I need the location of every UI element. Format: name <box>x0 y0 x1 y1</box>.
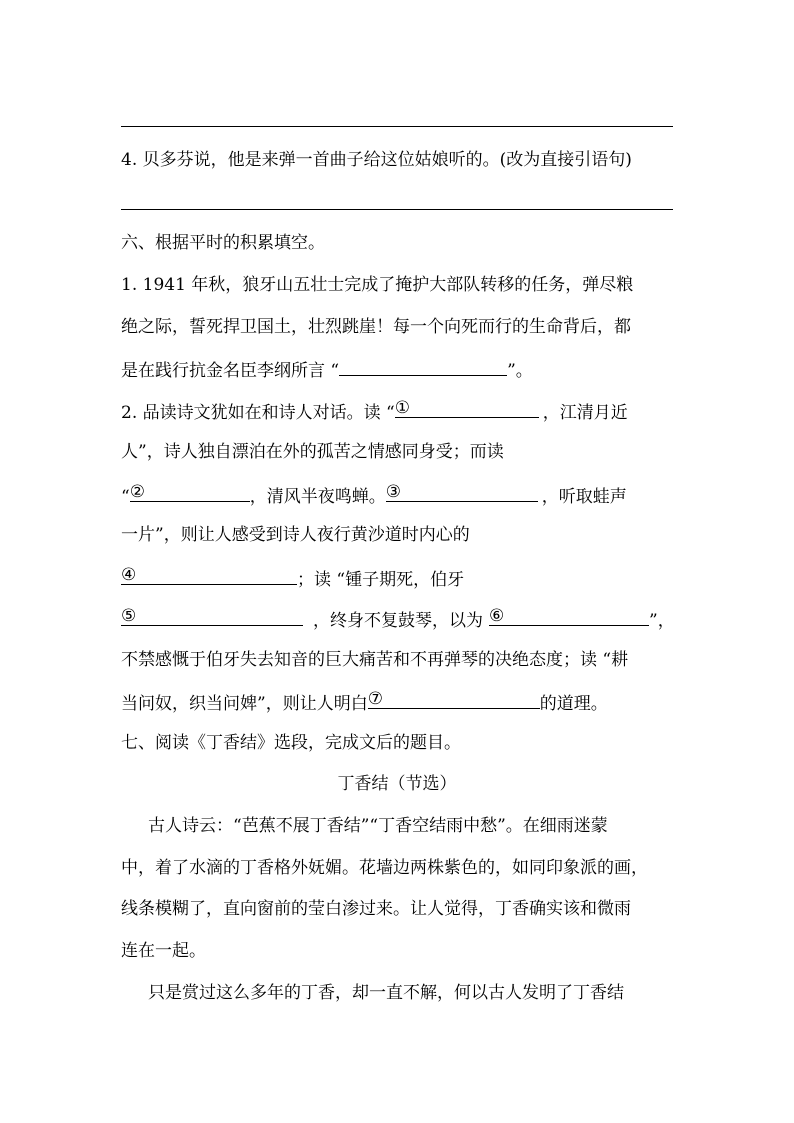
section-7-heading: 七、阅读《丁香结》选段，完成文后的题目。 <box>121 733 461 753</box>
fill-blank-2[interactable] <box>130 483 250 502</box>
s6-item1-line1: 1. 1941 年秋，狼牙山五壮士完成了掩护大部队转移的任务，弹尽粮 <box>121 275 634 295</box>
s6-item2-line2: 人”，诗人独自漂泊在外的孤苦之情感同身受；而读 <box>121 442 504 462</box>
s6-item2-line3-open: “ <box>121 487 130 507</box>
passage-p1-line2: 中，着了水滴的丁香格外妩媚。花墙边两株紫色的，如同印象派的画， <box>121 858 648 878</box>
fill-blank-7[interactable] <box>368 690 540 709</box>
question-4: 4. 贝多芬说，他是来弹一首曲子给这位姑娘听的。(改为直接引语句) <box>121 150 632 170</box>
blank-1-number: ① <box>394 398 410 418</box>
s6-item1-line3-before: 是在践行抗金名臣李纲所言 “ <box>121 361 340 381</box>
s6-item2-line5 <box>121 566 464 591</box>
fill-blank-4[interactable] <box>121 566 297 585</box>
fill-blank-1[interactable] <box>395 399 539 418</box>
s6-item2-line8-before: 当问奴，织当问婢”，则让人明白 <box>121 694 368 714</box>
fill-blank-6[interactable] <box>489 607 649 626</box>
blank-6-number: ⑥ <box>489 606 505 626</box>
s6-item2-line7: 不禁感慨于伯牙失去知音的巨大痛苦和不再弹琴的决绝态度；读 “耕 <box>121 650 629 670</box>
blank-5-number: ⑤ <box>121 606 137 626</box>
passage-p2-line1: 只是赏过这么多年的丁香，却一直不解，何以古人发明了丁香结 <box>148 983 624 1003</box>
s6-item1-line2: 绝之际，誓死捍卫国土，壮烈跳崖！每一个向死而行的生命背后，都 <box>121 317 631 337</box>
s6-item1-line3-after: ”。 <box>507 361 533 381</box>
passage-p1-line4: 连在一起。 <box>121 941 206 961</box>
s6-item1-line3 <box>121 357 533 382</box>
s6-item2-line8-after: 的道理。 <box>539 694 608 714</box>
s6-item2-line8 <box>121 690 608 715</box>
blank-2-number: ② <box>129 482 145 502</box>
passage-p1-line1: 古人诗云：“芭蕉不展丁香结”“丁香空结雨中愁”。在细雨迷蒙 <box>148 816 608 836</box>
s6-item2-line4: 一片”，则让人感受到诗人夜行黄沙道时内心的 <box>121 525 470 545</box>
s6-item2-line3 <box>121 483 627 508</box>
s6-item2-line3-after: ，听取蛙声 <box>541 487 627 507</box>
s6-item2-line6 <box>121 607 675 632</box>
s6-item2-line1-after: ，江清月近 <box>542 403 628 423</box>
passage-title: 丁香结（节选） <box>337 774 457 794</box>
fill-blank-5[interactable] <box>121 607 303 626</box>
blank-4-number: ④ <box>121 565 137 585</box>
blank-3-number: ③ <box>385 482 401 502</box>
passage-p1-line3: 线条模糊了，直向窗前的莹白渗过来。让人觉得，丁香确实该和微雨 <box>121 899 631 919</box>
blank-7-number: ⑦ <box>367 689 383 709</box>
answer-line-4[interactable] <box>121 209 673 210</box>
answer-line-3[interactable] <box>121 126 673 127</box>
s6-item2-line5-after: ；读 “锺子期死，伯牙 <box>297 570 465 590</box>
fill-blank-3[interactable] <box>386 483 538 502</box>
s6-item2-line1-before: 2. 品读诗文犹如在和诗人对话。读 “ <box>121 403 395 423</box>
s6-item2-line1 <box>121 399 628 424</box>
section-6-heading: 六、根据平时的积累填空。 <box>121 233 325 253</box>
s6-item2-line3-mid: ，清风半夜鸣蝉。 <box>249 487 386 507</box>
s6-item2-line6-after: ”， <box>649 611 675 631</box>
fill-blank-li-gang-quote[interactable] <box>339 357 507 376</box>
s6-item2-line6-mid: ，终身不复鼓琴，以为 <box>313 611 483 631</box>
